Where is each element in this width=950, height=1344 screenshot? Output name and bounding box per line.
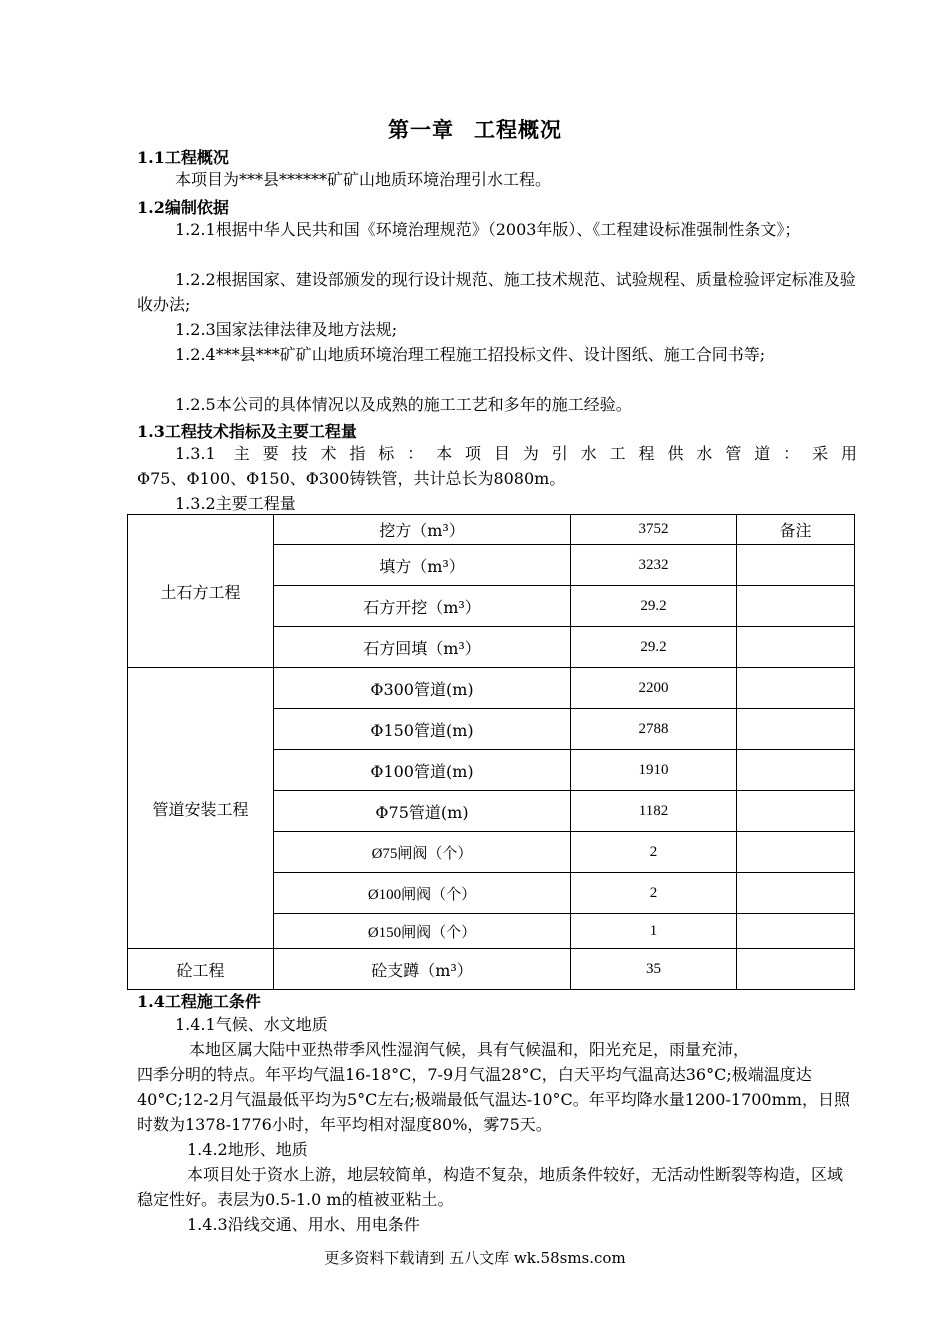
item-cell: 填方（m³）: [274, 545, 571, 586]
quantities-caption: 1.3.2主要工程量: [175, 494, 296, 513]
group-name: 管道安装工程: [128, 668, 274, 949]
value-cell: 29.2: [571, 586, 737, 627]
terrain-paragraph: 本项目处于资水上游，地层较简单，构造不复杂，地质条件较好，无活动性断裂等构造，区域稳定性好。表层为0.5-1.0 m的植被亚粘土。: [137, 1165, 844, 1209]
chapter-name: 工程概况: [474, 117, 562, 142]
item-cell: Φ100管道(m): [274, 750, 571, 791]
item-cell: Ø75闸阀（个）: [274, 832, 571, 873]
item-cell: Φ75管道(m): [274, 791, 571, 832]
value-cell: 2200: [571, 668, 737, 709]
value-cell: 3752: [571, 515, 737, 545]
remark-cell: [737, 627, 855, 668]
item-cell: Ø150闸阀（个）: [274, 914, 571, 949]
remark-cell: [737, 791, 855, 832]
section-1-1-heading: 1.1工程概况: [137, 148, 229, 167]
value-cell: 3232: [571, 545, 737, 586]
basis-item-2: 1.2.2根据国家、建设部颁发的现行设计规范、施工技术规范、试验规程、质量检验评定标准及验收办法;: [137, 270, 856, 314]
item-cell: Φ300管道(m): [274, 668, 571, 709]
value-cell: 2: [571, 832, 737, 873]
value-cell: 29.2: [571, 627, 737, 668]
group-name: 砼工程: [128, 949, 274, 990]
quantities-table: [127, 514, 855, 990]
table-row: [128, 515, 855, 545]
remark-cell: [737, 914, 855, 949]
section-1-1-text: 本项目为***县******矿矿山地质环境治理引水工程。: [175, 170, 552, 189]
footer-text: 更多资料下载请到 五八文库 wk.58sms.com: [324, 1249, 626, 1267]
tech-indicator-line-2: Φ75、Φ100、Φ150、Φ300铸铁管，共计总长为8080m。: [137, 469, 566, 488]
item-cell: Φ150管道(m): [274, 709, 571, 750]
remark-cell: [737, 873, 855, 914]
value-cell: 35: [571, 949, 737, 990]
value-cell: 1182: [571, 791, 737, 832]
section-1-2-heading: 1.2编制依据: [137, 198, 229, 217]
remark-cell: [737, 949, 855, 990]
group-name: 土石方工程: [128, 515, 274, 668]
table-row: [128, 668, 855, 709]
value-cell: 1: [571, 914, 737, 949]
section-1-4-heading: 1.4工程施工条件: [137, 992, 261, 1011]
tech-indicator-line-1: 1.3.1 主要技术指标：本项目为引水工程供水管道：采用: [175, 444, 857, 463]
climate-paragraph-rest: 四季分明的特点。年平均气温16-18°C，7-9月气温28°C，白天平均气温高达36°C;极端温度达40°C;12-2月气温最低平均为5°C左右;极端最低气温达-10°C。年平均降水量1200-1700mm，日照时数为1378-1776小时，年平均相对湿度80%，雾75天。: [137, 1065, 850, 1134]
value-cell: 2: [571, 873, 737, 914]
remark-cell: [737, 545, 855, 586]
basis-item-3: 1.2.3国家法律法律及地方法规;: [175, 320, 398, 339]
chapter-number: 第一章: [388, 117, 454, 142]
remark-cell: [737, 586, 855, 627]
chapter-title: [0, 114, 950, 144]
item-cell: 挖方（m³）: [274, 515, 571, 545]
basis-item-1: 1.2.1根据中华人民共和国《环境治理规范》（2003年版）、《工程建设标准强制性条文》；: [175, 220, 801, 239]
remark-header: 备注: [737, 515, 855, 545]
item-cell: 石方回填（m³）: [274, 627, 571, 668]
remark-cell: [737, 668, 855, 709]
item-cell: Ø100闸阀（个）: [274, 873, 571, 914]
traffic-subheading: 1.4.3沿线交通、用水、用电条件: [187, 1215, 420, 1234]
remark-cell: [737, 750, 855, 791]
table-row: [128, 949, 855, 990]
basis-item-4: 1.2.4***县***矿矿山地质环境治理工程施工招投标文件、设计图纸、施工合同书等;: [175, 345, 766, 364]
climate-paragraph-line-1: 本地区属大陆中亚热带季风性湿润气候，具有气候温和，阳光充足，雨量充沛，: [189, 1040, 750, 1059]
value-cell: 1910: [571, 750, 737, 791]
remark-cell: [737, 709, 855, 750]
item-cell: 石方开挖（m³）: [274, 586, 571, 627]
remark-cell: [737, 832, 855, 873]
section-1-3-heading: 1.3工程技术指标及主要工程量: [137, 422, 357, 441]
value-cell: 2788: [571, 709, 737, 750]
climate-subheading: 1.4.1气候、水文地质: [175, 1015, 328, 1034]
terrain-subheading: 1.4.2地形、地质: [187, 1140, 308, 1159]
basis-item-5: 1.2.5本公司的具体情况以及成熟的施工工艺和多年的施工经验。: [175, 395, 632, 414]
item-cell: 砼支蹲（m³）: [274, 949, 571, 990]
